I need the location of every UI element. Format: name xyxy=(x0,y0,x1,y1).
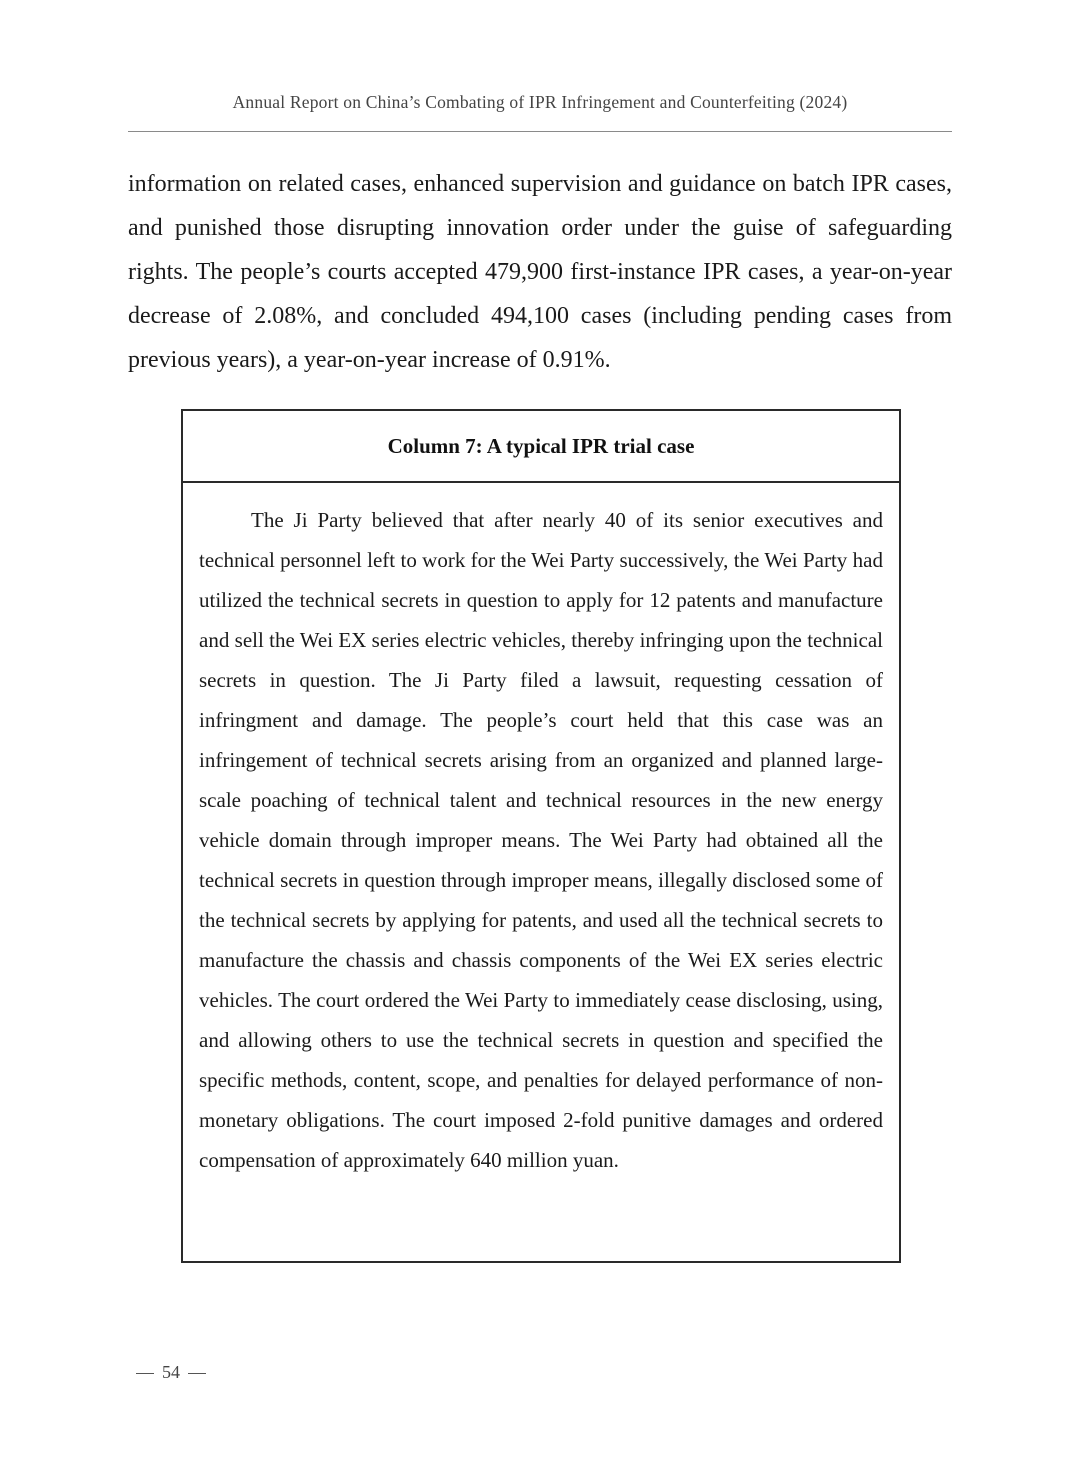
running-header: Annual Report on China’s Combating of IPR Infringement and Counterfeiting (2024) xyxy=(232,92,848,112)
body-paragraph: information on related cases, enhanced supervision and guidance on batch IPR cases, and punished those disrupting innovation order under the guise of safeguarding rights. The people’s courts accepted 479,900 first-instance IPR cases, a year-on-year decrease of 2.08%, and concluded 494,100 cases (including pending cases from previous years), a year-on-year increase of 0.91%. xyxy=(128,171,952,373)
page-number-dash-left xyxy=(136,1373,154,1374)
page-number-value: 54 xyxy=(162,1362,180,1382)
column-box xyxy=(181,409,901,1263)
page-number xyxy=(128,1362,214,1383)
column-title: Column 7: A typical IPR trial case xyxy=(183,411,899,483)
header-divider xyxy=(128,131,952,132)
page-number-dash-right xyxy=(188,1373,206,1374)
column-body-text: The Ji Party believed that after nearly 40 of its senior executives and technical personnel left to work for the Wei Party successively, the Wei Party had utilized the technical secrets in question to apply for 12 patents and manufacture and sell the Wei EX series electric vehicles, thereby infringing upon the technical secrets in question. The Ji Party filed a lawsuit, requesting cessation of infringment and damage. The people’s court held that this case was an infringement of technical secrets arising from an organized and planned large-scale poaching of technical talent and technical resources in the new energy vehicle domain through improper means. The Wei Party had obtained all the technical secrets in question through improper means, illegally disclosed some of the technical secrets by applying for patents, and used all the technical secrets to manufacture the chassis and chassis components of the Wei EX series electric vehicles. The court ordered the Wei Party to immediately cease disclosing, using, and allowing others to use the technical secrets in question and specified the specific methods, content, scope, and penalties for delayed performance of non-monetary obligations. The court imposed 2-fold punitive damages and ordered compensation of approximately 640 million yuan. xyxy=(199,508,883,1172)
